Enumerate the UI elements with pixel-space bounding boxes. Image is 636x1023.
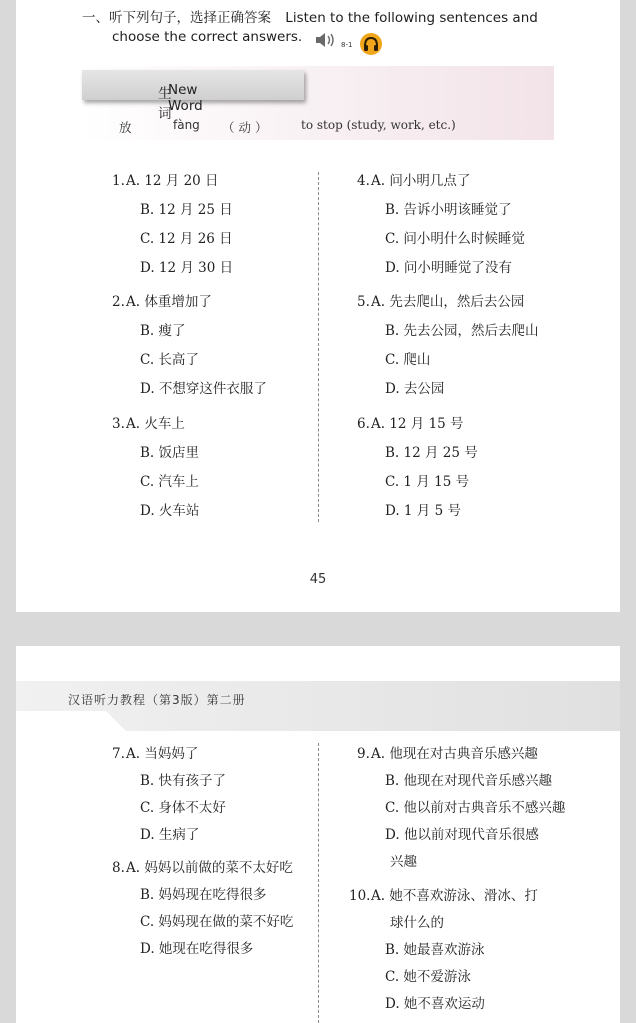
answer-option: C. 12 月 26 日 <box>140 231 233 247</box>
answer-option: C. 妈妈现在做的菜不好吃 <box>140 914 294 930</box>
instruction-english-1: Listen to the following sentences and <box>285 10 538 26</box>
answer-option: B. 12 月 25 号 <box>385 445 478 461</box>
page-46 <box>16 646 620 1023</box>
instruction-chinese: 一、听下列句子，选择正确答案 <box>82 10 271 26</box>
answer-option: A. 12 月 20 日 <box>126 173 219 189</box>
answer-option: A. 先去爬山，然后去公园 <box>371 294 525 310</box>
answer-option: D. 去公园 <box>385 381 445 397</box>
answer-option: C. 身体不太好 <box>140 800 226 816</box>
question-number: 7. <box>112 746 125 762</box>
question-number: 8. <box>112 860 125 876</box>
answer-option: C. 汽车上 <box>140 474 199 490</box>
answer-option: D. 她不喜欢运动 <box>385 996 485 1012</box>
question-number: 3. <box>112 416 125 432</box>
vocab-meaning: to stop (study, work, etc.) <box>301 118 456 132</box>
answer-option: A. 问小明几点了 <box>371 173 471 189</box>
answer-option: C. 问小明什么时候睡觉 <box>385 231 525 247</box>
question-number: 2. <box>112 294 125 310</box>
answer-option: A. 妈妈以前做的菜不太好吃 <box>126 860 293 876</box>
book-title-header: 汉语听力教程（第3版）第二册 <box>68 693 246 707</box>
answer-option: A. 当妈妈了 <box>126 746 199 762</box>
answer-option: B. 快有孩子了 <box>140 773 227 789</box>
answer-option: A. 他现在对古典音乐感兴趣 <box>371 746 538 762</box>
answer-option: D. 生病了 <box>140 827 200 843</box>
question-number: 6. <box>357 416 370 432</box>
headphone-icon[interactable] <box>360 33 382 55</box>
new-word-label-cn: 生词 <box>158 86 172 122</box>
new-word-tab <box>82 70 304 122</box>
answer-option: B. 他现在对现代音乐感兴趣 <box>385 773 553 789</box>
answer-option: A. 她不喜欢游泳、滑冰、打 <box>371 888 538 904</box>
column-divider <box>318 743 319 1023</box>
question-number: 1. <box>112 173 125 189</box>
vocab-word: 放 <box>119 120 132 135</box>
question-number: 9. <box>357 746 370 762</box>
page-number: 45 <box>309 572 327 587</box>
question-number: 4. <box>357 173 370 189</box>
vocab-part-of-speech: （ 动 ） <box>222 120 268 135</box>
question-number: 5. <box>357 294 370 310</box>
answer-option: D. 他以前对现代音乐很感 <box>385 827 539 843</box>
answer-option: A. 12 月 15 号 <box>371 416 464 432</box>
answer-option: D. 她现在吃得很多 <box>140 941 254 957</box>
answer-option: B. 告诉小明该睡觉了 <box>385 202 512 218</box>
answer-option: D. 1 月 5 号 <box>385 503 461 519</box>
answer-option: B. 瘦了 <box>140 323 186 339</box>
column-divider <box>318 172 319 522</box>
instruction-english-2: choose the correct answers. <box>112 29 303 45</box>
instruction-line-1 <box>82 9 538 28</box>
page-45 <box>16 0 620 612</box>
answer-option: A. 火车上 <box>126 416 185 432</box>
answer-option: B. 妈妈现在吃得很多 <box>140 887 267 903</box>
answer-option: A. 体重增加了 <box>126 294 212 310</box>
answer-option: B. 她最喜欢游泳 <box>385 942 485 958</box>
new-word-label-en: New Word <box>168 82 203 114</box>
answer-option: B. 饭店里 <box>140 445 200 461</box>
answer-option: C. 爬山 <box>385 352 431 368</box>
answer-option: C. 1 月 15 号 <box>385 474 470 490</box>
answer-option: C. 她不爱游泳 <box>385 969 471 985</box>
answer-option: D. 问小明睡觉了没有 <box>385 260 512 276</box>
answer-option: C. 他以前对古典音乐不感兴趣 <box>385 800 566 816</box>
answer-option: C. 长高了 <box>140 352 199 368</box>
vocab-pinyin: fàng <box>173 118 200 132</box>
answer-option: D. 火车站 <box>140 503 200 519</box>
answer-option-continuation: 球什么的 <box>390 915 444 931</box>
question-number: 10. <box>349 888 371 904</box>
answer-option: D. 不想穿这件衣服了 <box>140 381 267 397</box>
speaker-icon[interactable] <box>314 31 340 49</box>
answer-option: D. 12 月 30 日 <box>140 260 234 276</box>
answer-option-continuation: 兴趣 <box>390 854 417 870</box>
answer-option: B. 先去公园，然后去爬山 <box>385 323 539 339</box>
answer-option: B. 12 月 25 日 <box>140 202 233 218</box>
track-label: 8-1 <box>341 41 353 49</box>
